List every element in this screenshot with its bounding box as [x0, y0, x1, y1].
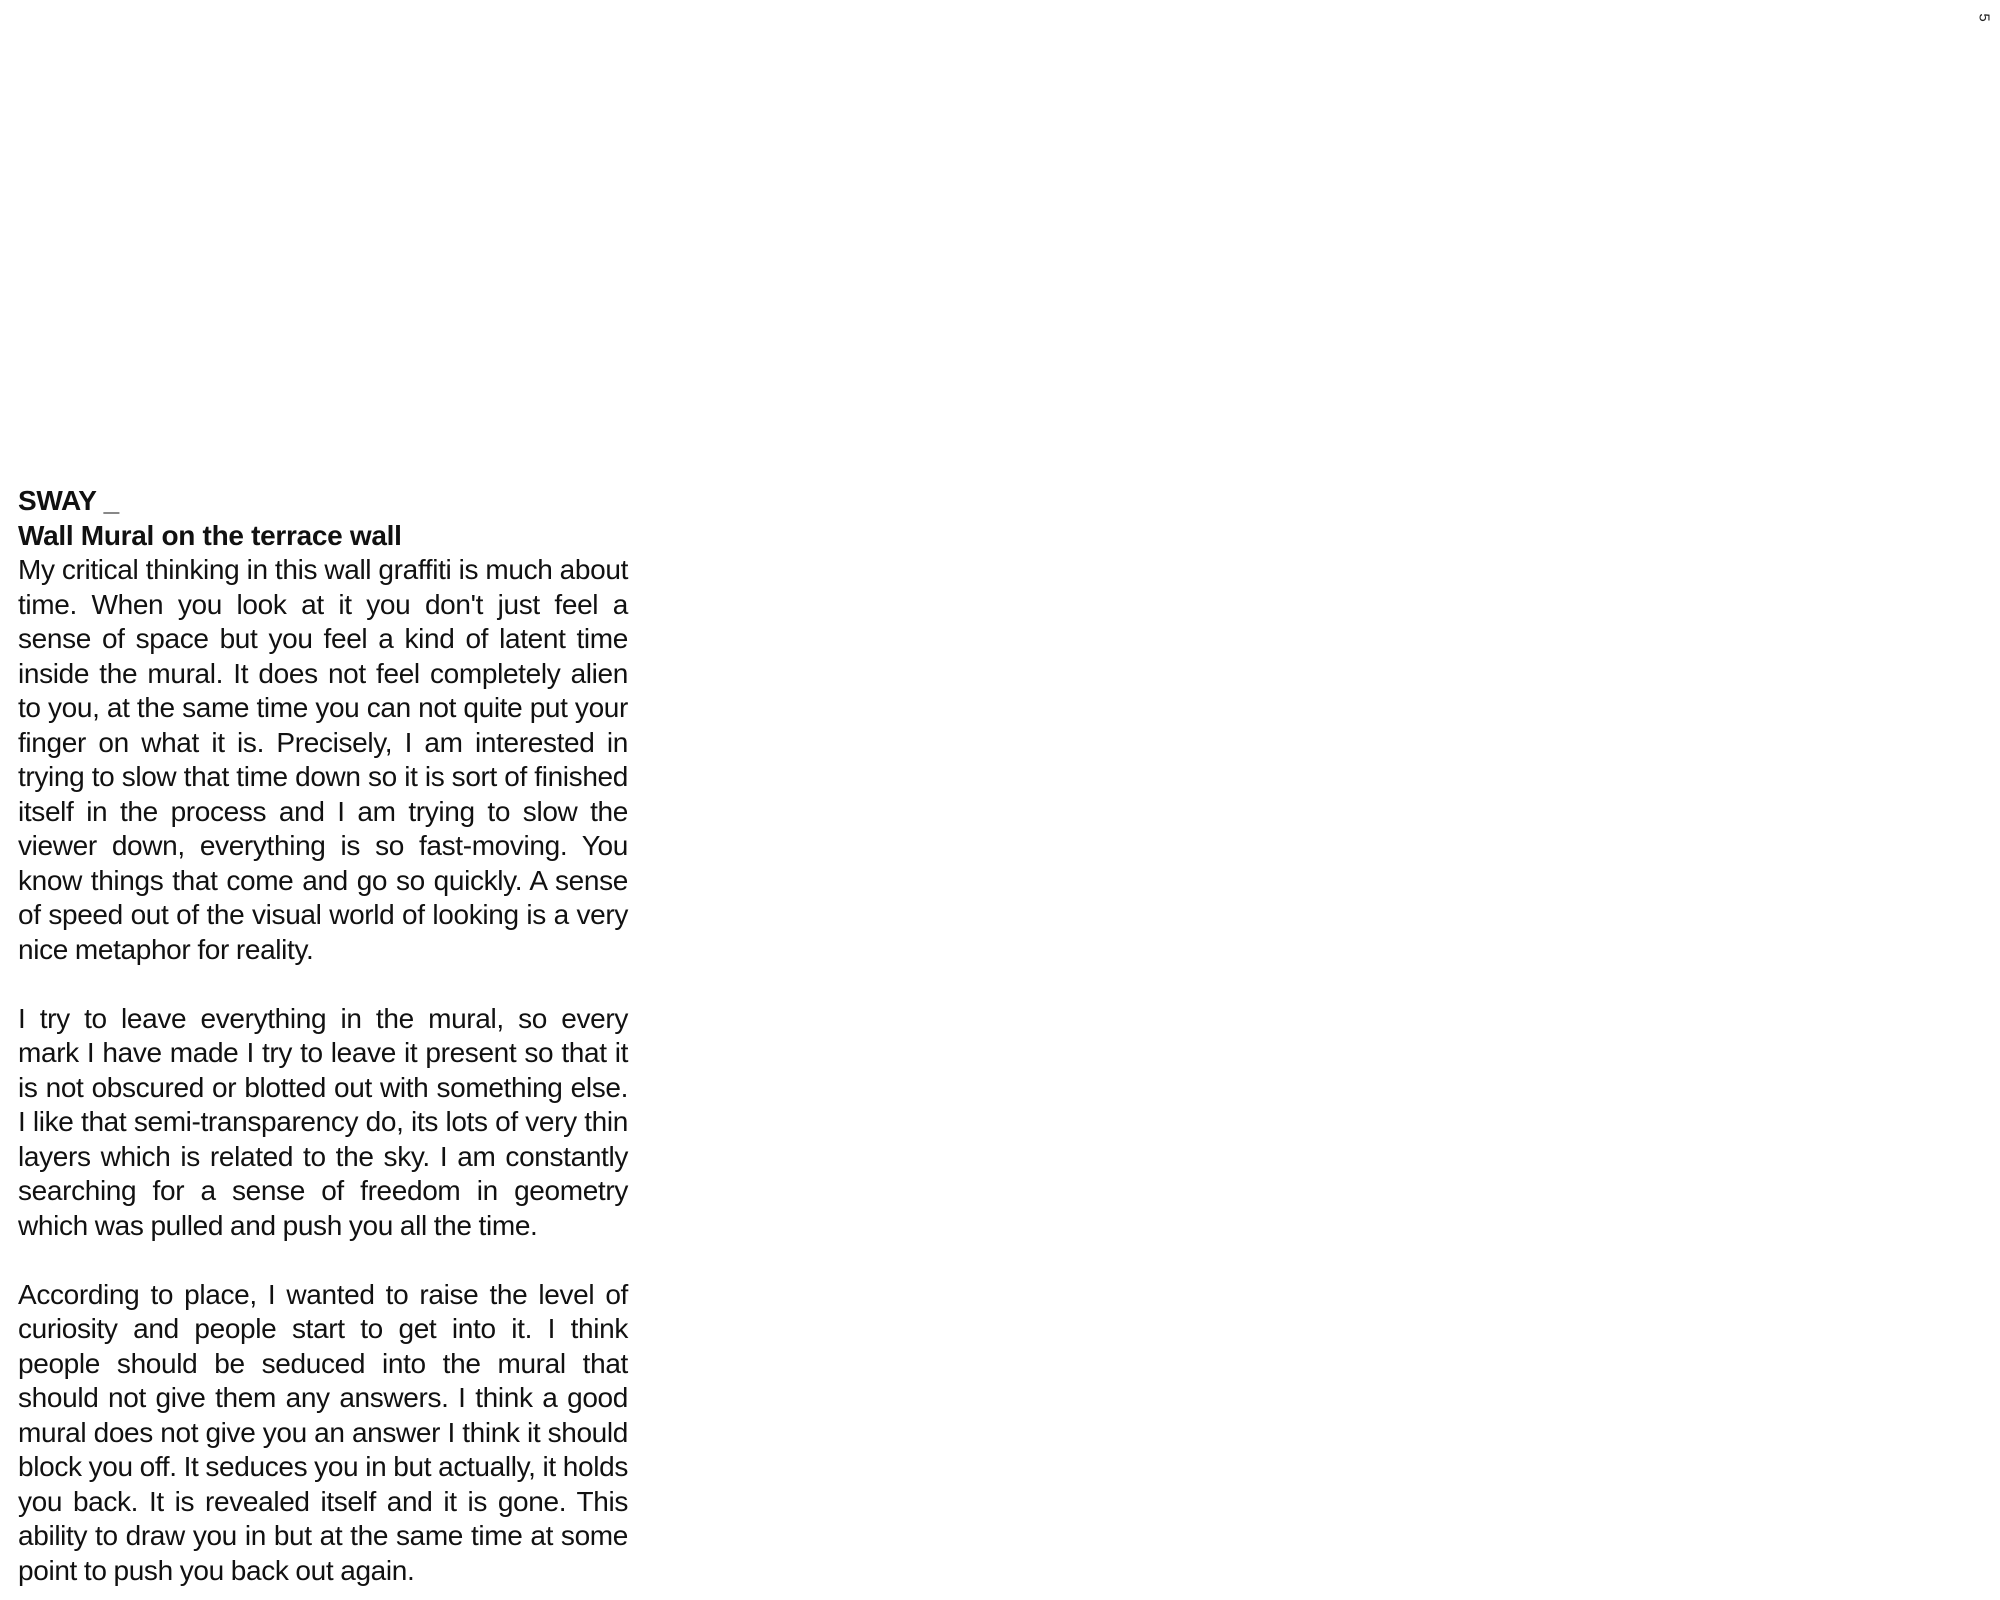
paragraph-1: My critical thinking in this wall graffiti is much about time. When you look at it you don't just feel a sense of space but you feel a kind of latent time inside the mural. It does not feel completely alien to you, at the same time you can not quite put your finger on what it is. Precisely, I am interested in trying to slow that time down so it is sort of finished itself in the process and I am trying to slow the viewer down, everything is so fast-moving. You know things that come and go so quickly. A sense of speed out of the visual world of looking is a very nice metaphor for reality. — [18, 554, 628, 965]
page-number: 5 — [1975, 13, 1993, 22]
article-title: SWAY _ — [18, 485, 119, 516]
article-column — [18, 484, 628, 1588]
paragraph-3: According to place, I wanted to raise the level of curiosity and people start to get into it. I think people should be seduced into the mural that should not give them any answers. I think a good mural does not give you an answer I think it should block you off. It seduces you in but actually, it holds you back. It is revealed itself and it is gone. This ability to draw you in but at the same time at some point to push you back out again. — [18, 1278, 628, 1586]
paragraph-2: I try to leave everything in the mural, so every mark I have made I try to leave it present so that it is not obscured or blotted out with something else. I like that semi-transparency do, its lots of very thin layers which is related to the sky. I am constantly searching for a sense of freedom in geometry which was pulled and push you all the time. — [18, 1002, 628, 1241]
article-subtitle: Wall Mural on the terrace wall — [18, 519, 402, 551]
